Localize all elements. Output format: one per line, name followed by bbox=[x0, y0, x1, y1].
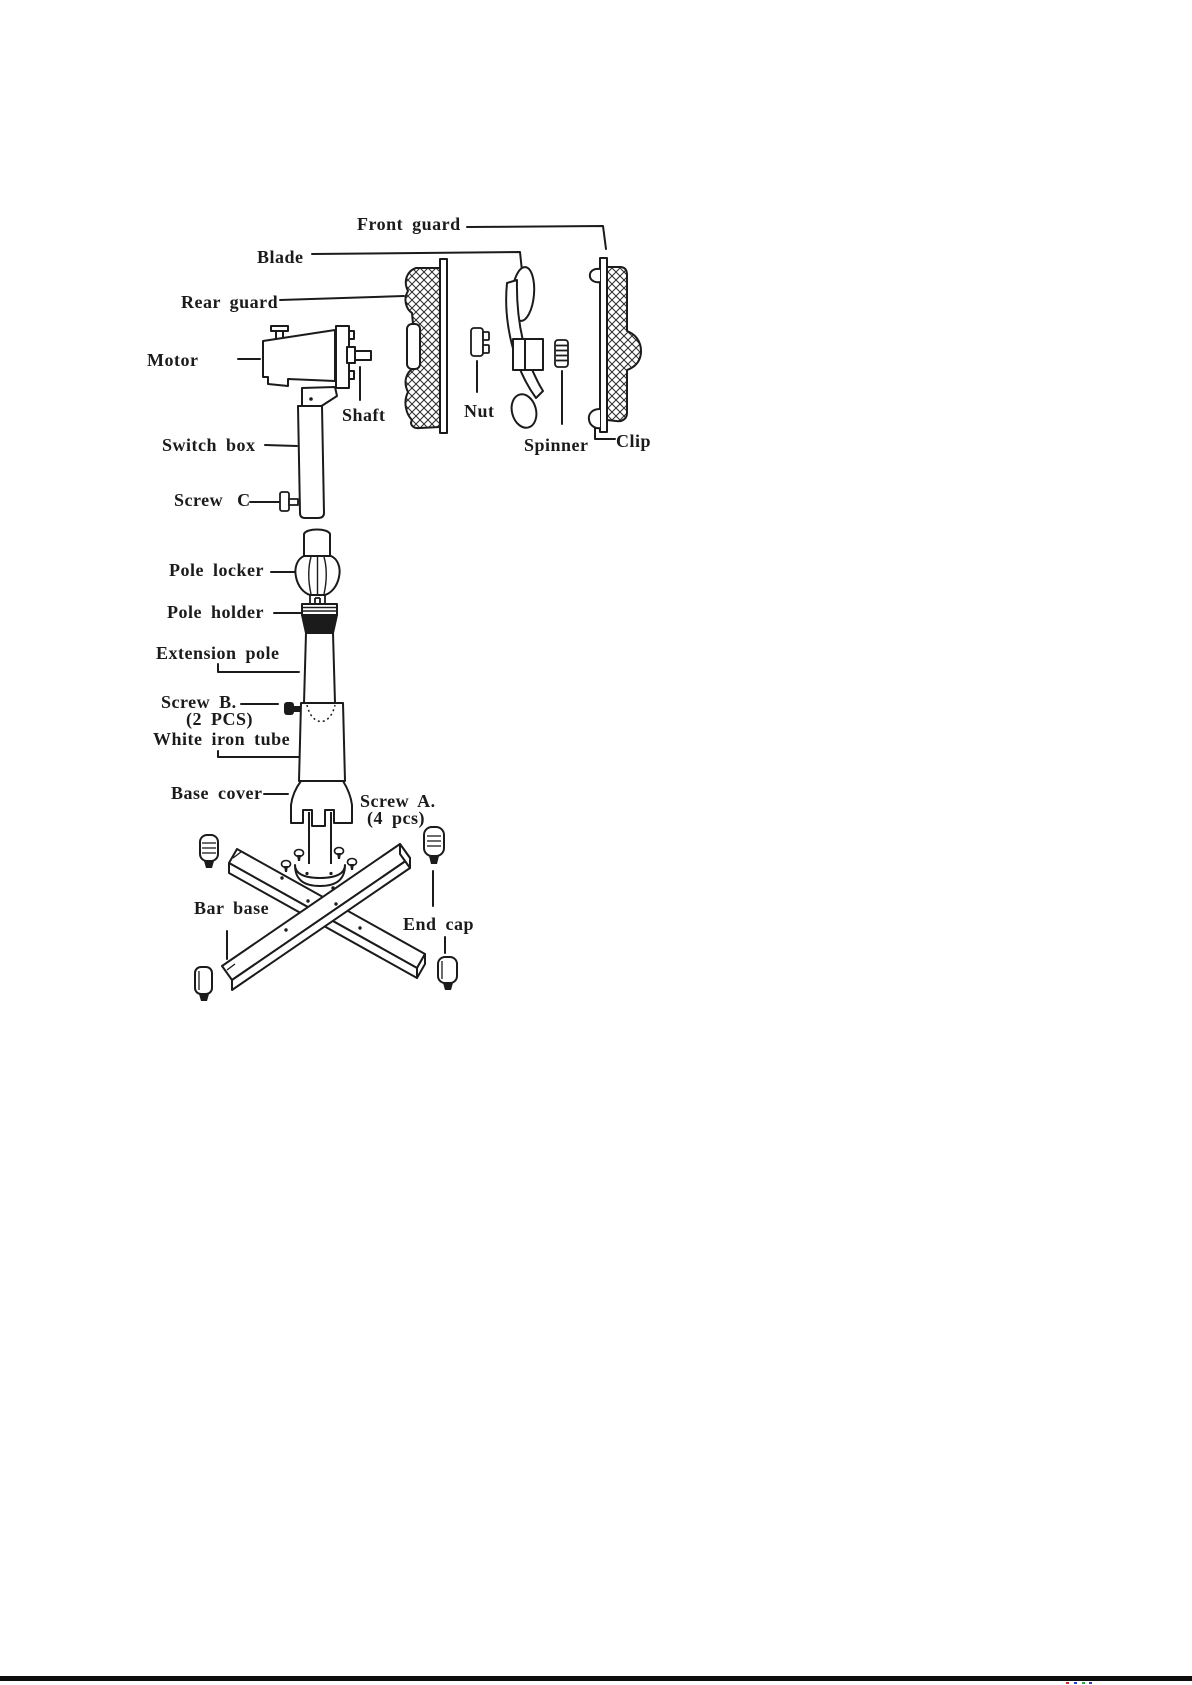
pole-holder-drawing bbox=[302, 604, 337, 633]
end-cap-top-right bbox=[424, 827, 444, 864]
label-rear-guard: Rear guard bbox=[181, 292, 279, 312]
end-cap-top-left bbox=[200, 835, 218, 868]
label-end-cap: End cap bbox=[403, 914, 475, 934]
extension-pole-drawing bbox=[304, 633, 335, 703]
label-front-guard: Front guard bbox=[357, 214, 461, 234]
base-cover-drawing bbox=[291, 781, 352, 826]
pole-top-cap-drawing bbox=[304, 530, 330, 557]
label-switch-box: Switch box bbox=[162, 435, 256, 455]
spinner-drawing bbox=[555, 340, 568, 367]
label-extension-pole: Extension pole bbox=[156, 643, 280, 663]
label-pole-holder: Pole holder bbox=[167, 602, 264, 622]
end-cap-bottom-right bbox=[438, 957, 457, 990]
front-guard-leader bbox=[467, 226, 606, 249]
front-guard-drawing bbox=[589, 258, 641, 432]
label-nut: Nut bbox=[464, 401, 495, 421]
swivel-joint-drawing bbox=[302, 387, 337, 407]
scan-artifact-speck bbox=[1066, 1682, 1069, 1684]
switch-box-drawing bbox=[298, 406, 324, 518]
rear-guard-hub-bracket bbox=[407, 324, 420, 369]
white-iron-tube-drawing bbox=[299, 703, 345, 781]
label-blade: Blade bbox=[257, 247, 304, 267]
scan-artifact-speck bbox=[1082, 1682, 1085, 1684]
label-screw-c: Screw C bbox=[174, 490, 251, 510]
label-clip: Clip bbox=[616, 431, 652, 451]
rear-guard-drawing bbox=[405, 259, 447, 433]
end-cap-bottom-left bbox=[195, 967, 212, 1001]
motor-drawing bbox=[263, 326, 371, 388]
blade-hub bbox=[513, 339, 543, 370]
label-base-cover: Base cover bbox=[171, 783, 263, 803]
label-motor: Motor bbox=[147, 350, 199, 370]
clip-top-drawing bbox=[590, 269, 600, 282]
label-shaft: Shaft bbox=[342, 405, 386, 425]
blade-drawing bbox=[506, 266, 543, 430]
screw-c-drawing bbox=[280, 492, 298, 511]
label-screw-a-qty: (4 pcs) bbox=[367, 808, 425, 828]
white-iron-tube-leader bbox=[218, 751, 301, 757]
label-screw-b-qty: (2 PCS) bbox=[186, 709, 253, 729]
pole-locker-drawing bbox=[295, 556, 339, 604]
screw-b-drawing bbox=[284, 702, 300, 715]
switch-box-leader bbox=[265, 445, 297, 446]
label-screw-a: Screw A. bbox=[360, 791, 436, 811]
scan-artifact-speck bbox=[1089, 1682, 1092, 1684]
scan-footer-bar bbox=[0, 1676, 1192, 1681]
nut-drawing bbox=[471, 328, 489, 356]
clip-bottom-drawing bbox=[589, 409, 600, 428]
scan-artifact-speck bbox=[1074, 1682, 1077, 1684]
flange-drawing bbox=[295, 865, 345, 886]
label-screw-b: Screw B. bbox=[161, 692, 237, 712]
label-bar-base: Bar base bbox=[194, 898, 270, 918]
label-pole-locker: Pole locker bbox=[169, 560, 264, 580]
label-white-iron-tube: White iron tube bbox=[153, 729, 291, 749]
label-spinner: Spinner bbox=[524, 435, 589, 455]
rear-guard-leader bbox=[280, 296, 404, 300]
extension-pole-leader bbox=[218, 664, 299, 672]
shaft-drawing bbox=[347, 347, 371, 363]
pole-locker-prongs bbox=[310, 595, 325, 604]
